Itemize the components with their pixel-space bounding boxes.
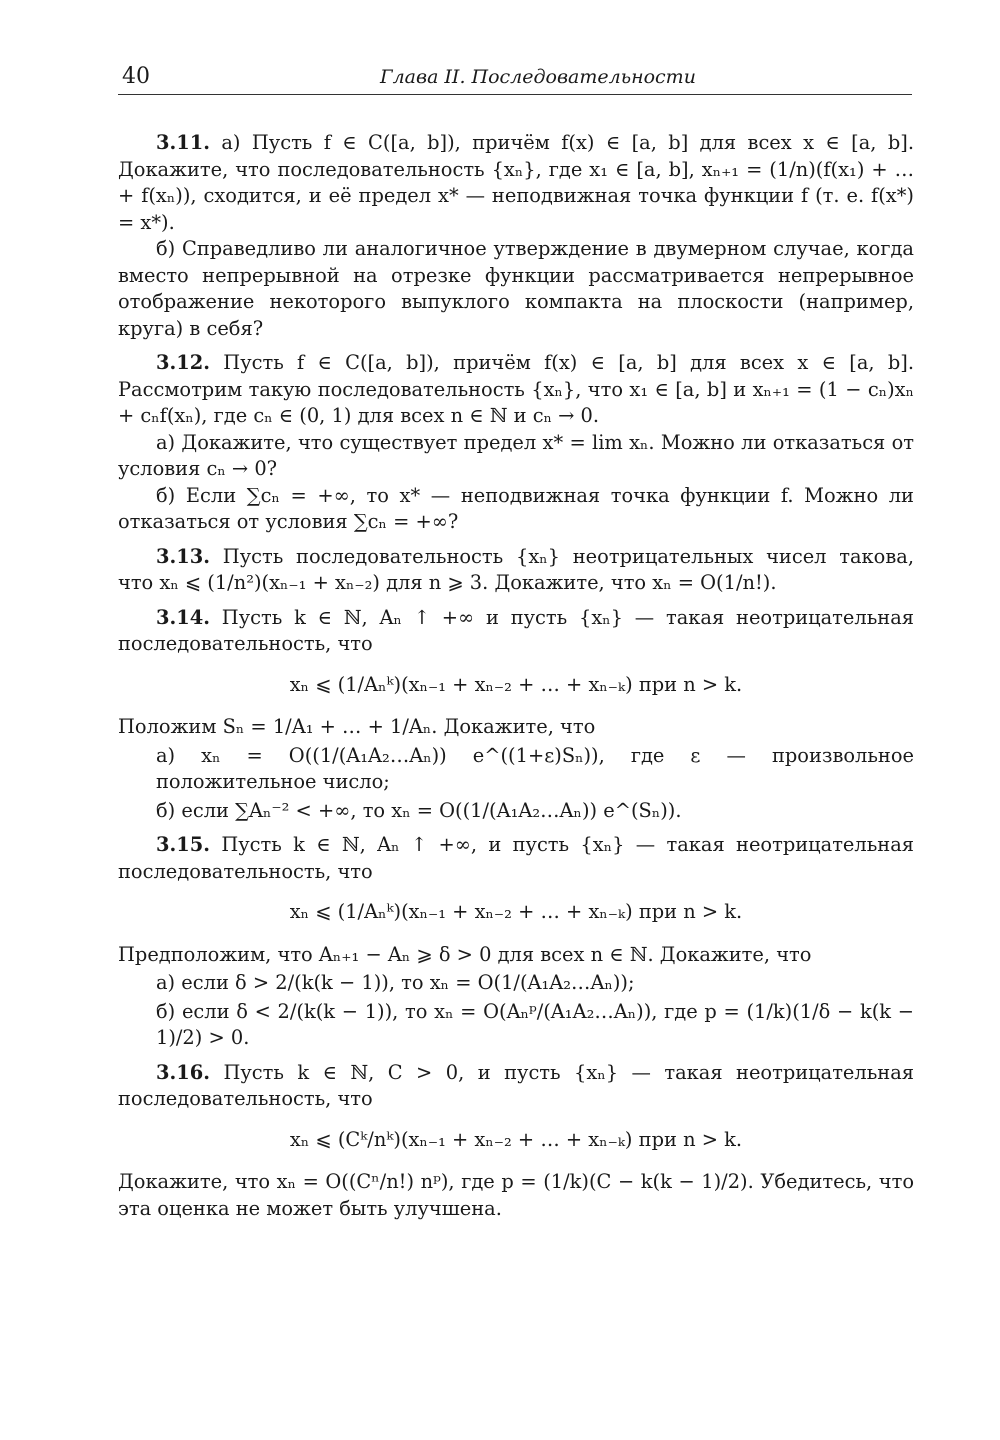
problem-3-15 — [118, 832, 914, 885]
problem-text: Пусть f ∈ C([a, b]), причём f(x) ∈ [a, b] для всех x ∈ [a, b]. Рассмотрим такую последовательность {xₙ}, что x₁ ∈ [a, b] и xₙ₊₁ = (1 − cₙ)xₙ + cₙf(xₙ), где cₙ ∈ (0, 1) для всех n ∈ ℕ и cₙ → 0. — [118, 351, 914, 427]
problem-number: 3.16. — [156, 1060, 210, 1084]
problem-text: Пусть k ∈ ℕ, Aₙ ↑ +∞ и пусть {xₙ} — такая неотрицательная последовательность, что — [118, 605, 914, 655]
problem-3-16 — [118, 1060, 914, 1113]
display-formula: xₙ ⩽ (Cᵏ/nᵏ)(xₙ₋₁ + xₙ₋₂ + … + xₙ₋ₖ) при n > k. — [289, 1127, 743, 1151]
problem-3-13 — [118, 544, 914, 597]
problem-3-16-after: Докажите, что xₙ = O((Cⁿ/n!) nᵖ), где p = (1/k)(C − k(k − 1)/2). Убедитесь, что эта оценка не может быть улучшена. — [118, 1170, 914, 1220]
problem-3-14-b: б) если ∑Aₙ⁻² < +∞, то xₙ = O((1/(A₁A₂…Aₙ)) e^(Sₙ)). — [156, 798, 682, 822]
problem-3-11-b: б) Справедливо ли аналогичное утверждение в двумерном случае, когда вместо непрерывной на отрезке функции рассматривается непрерывное отображение некоторого выпуклого компакта на плоскости (например, круга) в себя? — [118, 237, 914, 340]
problem-text: Пусть k ∈ ℕ, Aₙ ↑ +∞, и пусть {xₙ} — такая неотрицательная последовательность, что — [118, 833, 914, 883]
problem-3-12-a: а) Докажите, что существует предел x* = lim xₙ. Можно ли отказаться от условия cₙ → 0? — [118, 430, 914, 480]
problem-3-12-b: б) Если ∑cₙ = +∞, то x* — неподвижная точка функции f. Можно ли отказаться от условия ∑cₙ = +∞? — [118, 483, 914, 533]
problem-number: 3.13. — [156, 544, 210, 568]
problem-3-15-a: а) если δ > 2/(k(k − 1)), то xₙ = O(1/(A₁A₂…Aₙ)); — [156, 971, 635, 994]
display-formula: xₙ ⩽ (1/Aₙᵏ)(xₙ₋₁ + xₙ₋₂ + … + xₙ₋ₖ) при n > k. — [289, 900, 743, 923]
problem-text: Пусть k ∈ ℕ, C > 0, и пусть {xₙ} — такая неотрицательная последовательность, что — [118, 1060, 914, 1110]
page-content — [118, 130, 914, 1222]
problem-3-14 — [118, 605, 914, 658]
problem-text: а) Пусть f ∈ C([a, b]), причём f(x) ∈ [a, b] для всех x ∈ [a, b]. Докажите, что последовательность {xₙ}, где x₁ ∈ [a, b], xₙ₊₁ = (1/n)(f(x₁) + … + f(xₙ)), сходится, и её предел x* — неподвижная точка функции f (т. е. f(x*) = x*). — [118, 131, 914, 234]
page-header — [118, 58, 912, 95]
problem-number: 3.14. — [156, 605, 210, 629]
display-formula: xₙ ⩽ (1/Aₙᵏ)(xₙ₋₁ + xₙ₋₂ + … + xₙ₋ₖ) при n > k. — [289, 672, 743, 696]
problem-3-11-a — [118, 130, 914, 236]
running-title: Глава II. Последовательности — [380, 66, 696, 88]
problem-3-14-after: Положим Sₙ = 1/A₁ + … + 1/Aₙ. Докажите, что — [118, 715, 596, 738]
problem-3-12 — [118, 350, 914, 430]
problem-number: 3.11. — [156, 131, 210, 154]
problem-3-15-b: б) если δ < 2/(k(k − 1)), то xₙ = O(Aₙᵖ/(A₁A₂…Aₙ)), где p = (1/k)(1/δ − k(k − 1)/2) > 0. — [156, 999, 914, 1049]
problem-3-15-after: Предположим, что Aₙ₊₁ − Aₙ ⩾ δ > 0 для всех n ∈ ℕ. Докажите, что — [118, 942, 812, 966]
problem-text: Пусть последовательность {xₙ} неотрицательных чисел такова, что xₙ ⩽ (1/n²)(xₙ₋₁ + xₙ₋₂) для n ⩾ 3. Докажите, что xₙ = O(1/n!). — [118, 544, 914, 594]
page-number: 40 — [122, 64, 150, 89]
problem-number: 3.12. — [156, 351, 210, 374]
problem-number: 3.15. — [156, 833, 210, 856]
problem-3-14-a: а) xₙ = O((1/(A₁A₂…Aₙ)) e^((1+ε)Sₙ)), где ε — произвольное положительное число; — [156, 743, 914, 793]
